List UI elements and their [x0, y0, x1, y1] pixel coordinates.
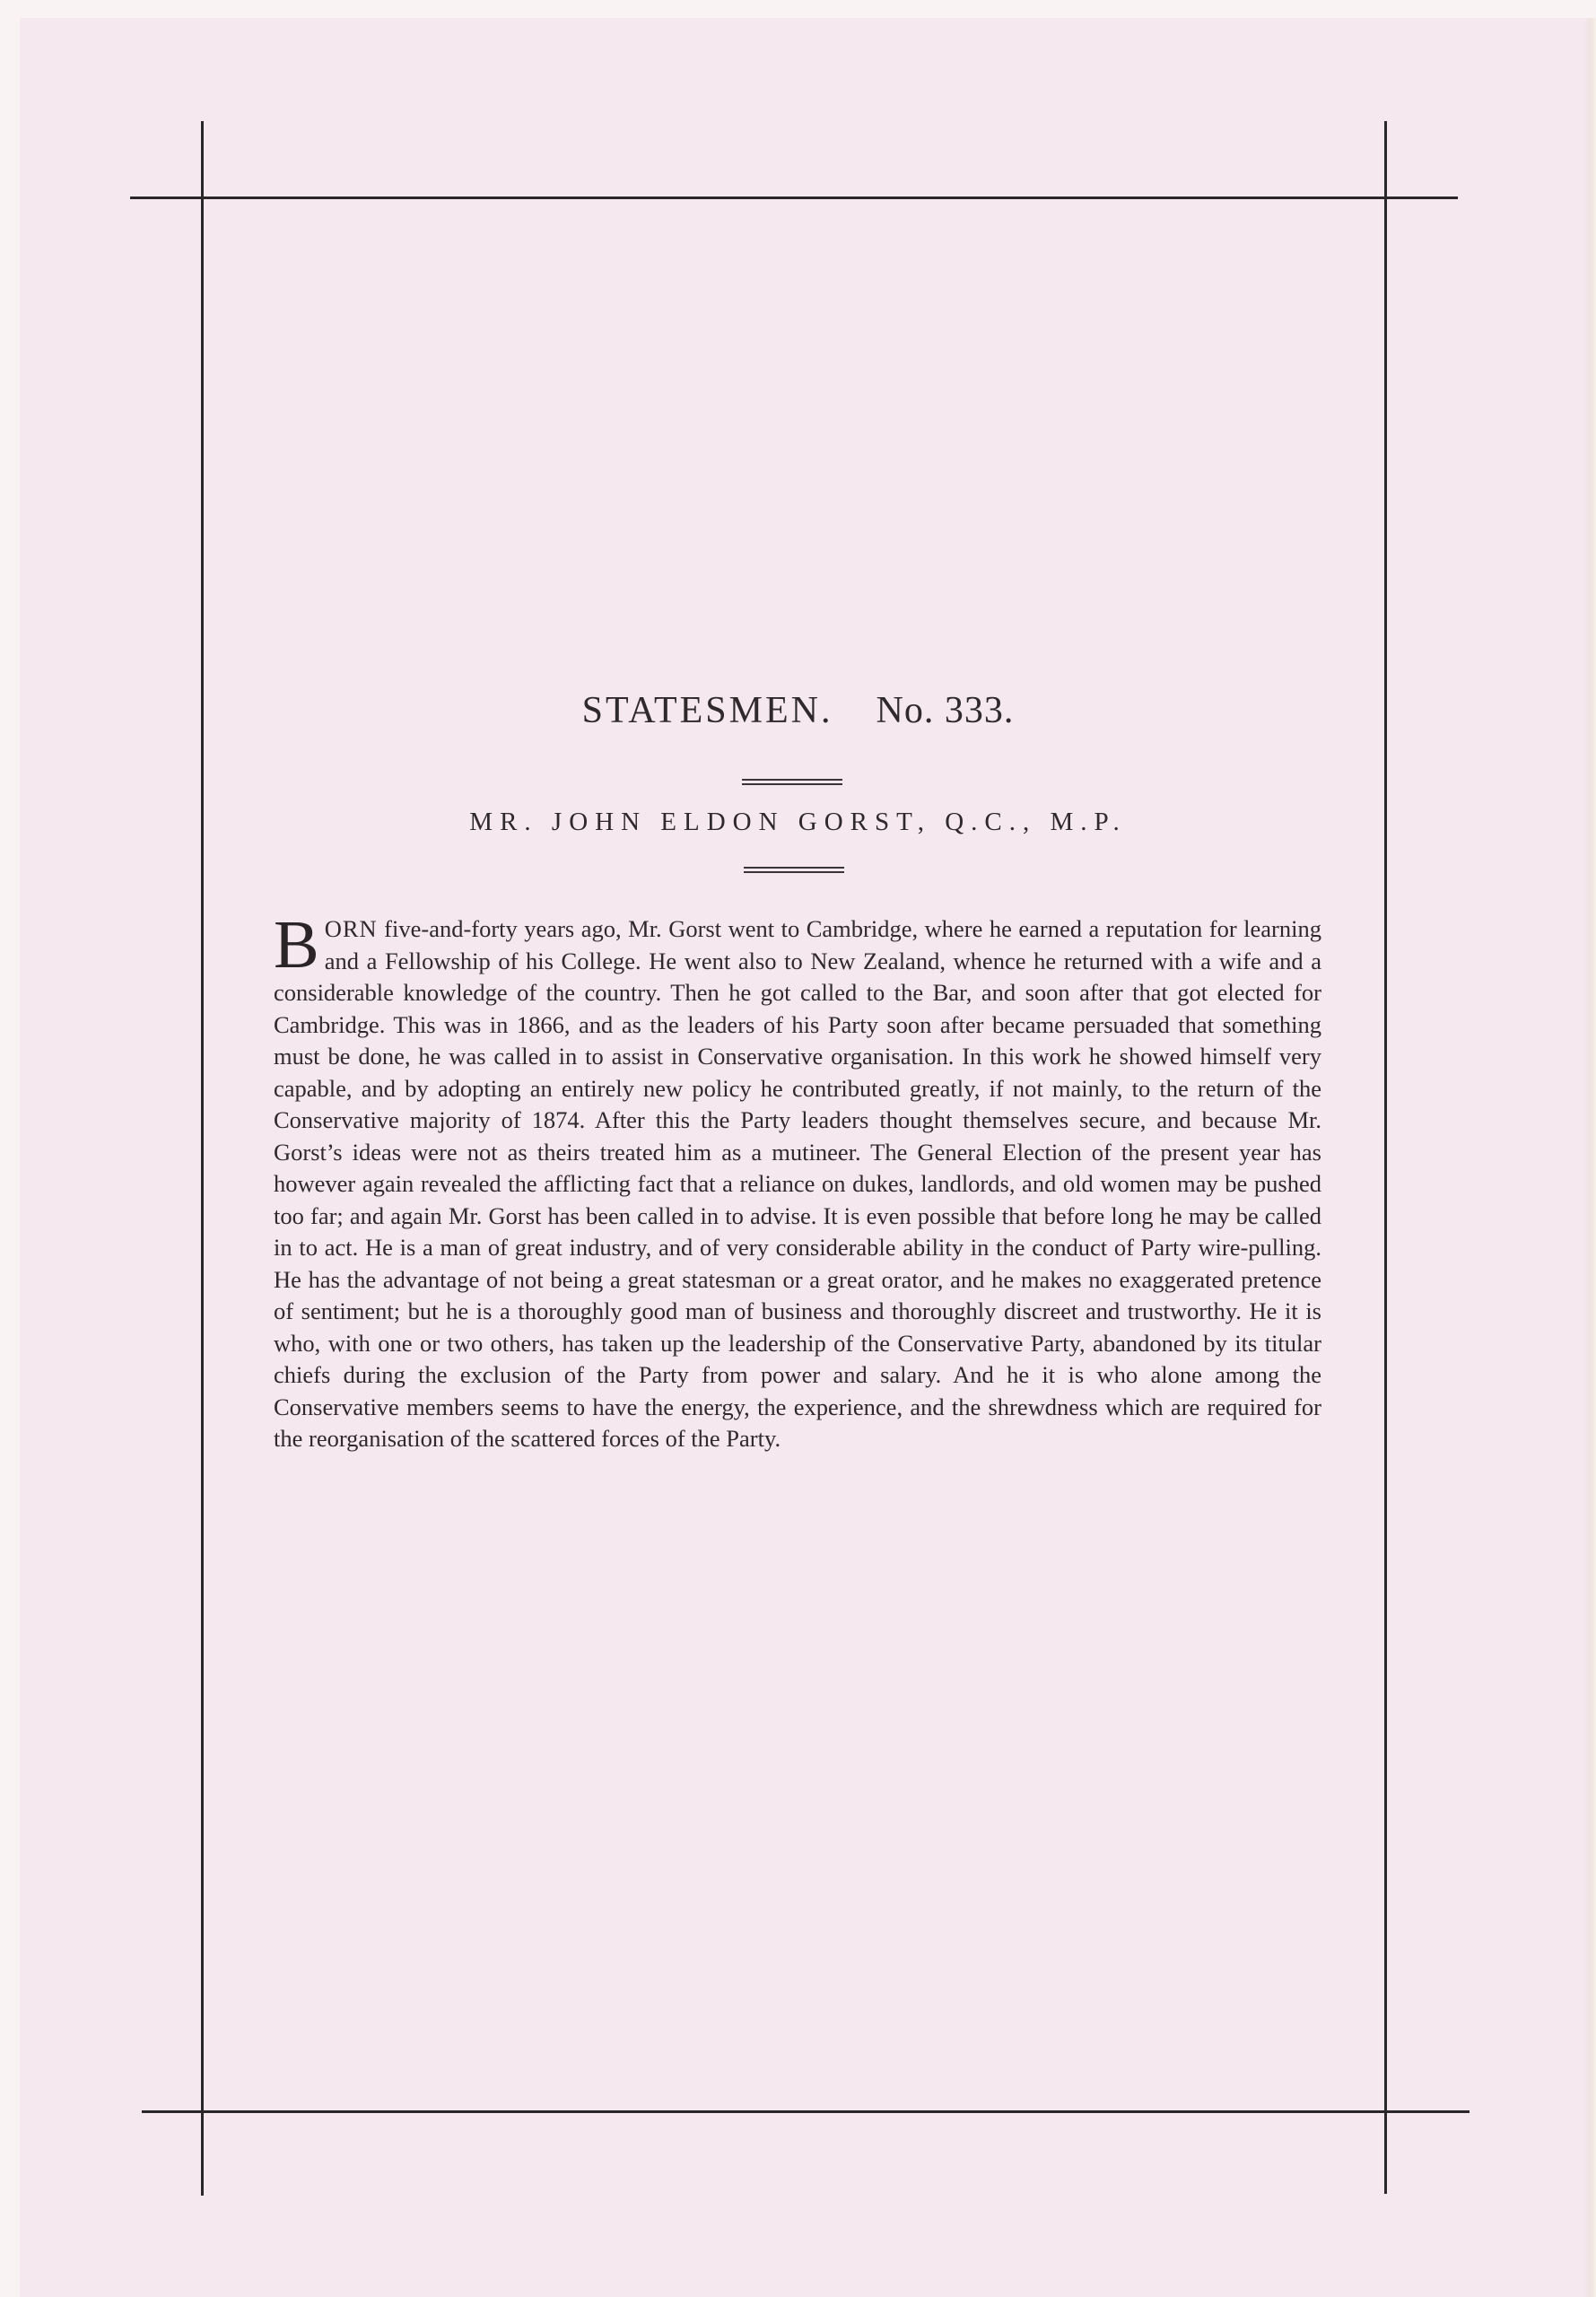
page-edge [1583, 18, 1596, 2297]
frame-left-rule [201, 121, 204, 2196]
title-divider [742, 779, 842, 785]
drop-cap: B [274, 907, 319, 983]
subject-divider [744, 867, 844, 873]
frame-top-rule [130, 197, 1458, 199]
article-body [274, 907, 1321, 1455]
series-title: STATESMEN. [581, 690, 833, 731]
page-title [0, 689, 1596, 732]
article-text: five-and-forty years ago, Mr. Gorst went to Cambridge, where he earned a reputation for learning and a Fellowship of his College. He went also to New Zealand, whence he returned with a wife and a considerable knowledge of the country. Then he got called to the Bar, and soon after that got elected for Cambridge. This was in 1866, and as the leaders of his Party soon after became persuaded that something must be done, he was called in to assist in Conservative organisation. In this work he showed himself very capable, and by adopting an entirely new policy he contributed greatly, if not mainly, to the return of the Conservative majority of 1874. After this the Party leaders thought themselves secure, and because Mr. Gorst’s ideas were not as theirs treated him as a mutineer. The General Election of the present year has however again revealed the afflicting fact that a reliance on dukes, landlords, and old women may be pushed too far; and again Mr. Gorst has been called in to advise. It is even possible that before long he may be called in to act. He is a man of great industry, and of very considerable ability in the conduct of Party wire-pulling. He has the advantage of not being a great statesman or a great orator, and he makes no exaggerated pretence of sentiment; but he is a thoroughly good man of business and thoroughly discreet and trustworthy. He it is who, with one or two others, has taken up the leadership of the Conservative Party, abandoned by its titular chiefs during the exclusion of the Party from power and salary. And he it is who alone among the Conservative members seems to have the energy, the experience, and the shrewdness which are required for the reorganisation of the scattered forces of the Party. [274, 915, 1321, 1452]
series-number: No. 333. [876, 690, 1015, 731]
subject-heading: MR. JOHN ELDON GORST, Q.C., M.P. [469, 808, 1127, 836]
lead-word: ORN [324, 915, 378, 942]
frame-right-rule [1384, 121, 1387, 2194]
frame-bottom-rule [142, 2110, 1470, 2113]
